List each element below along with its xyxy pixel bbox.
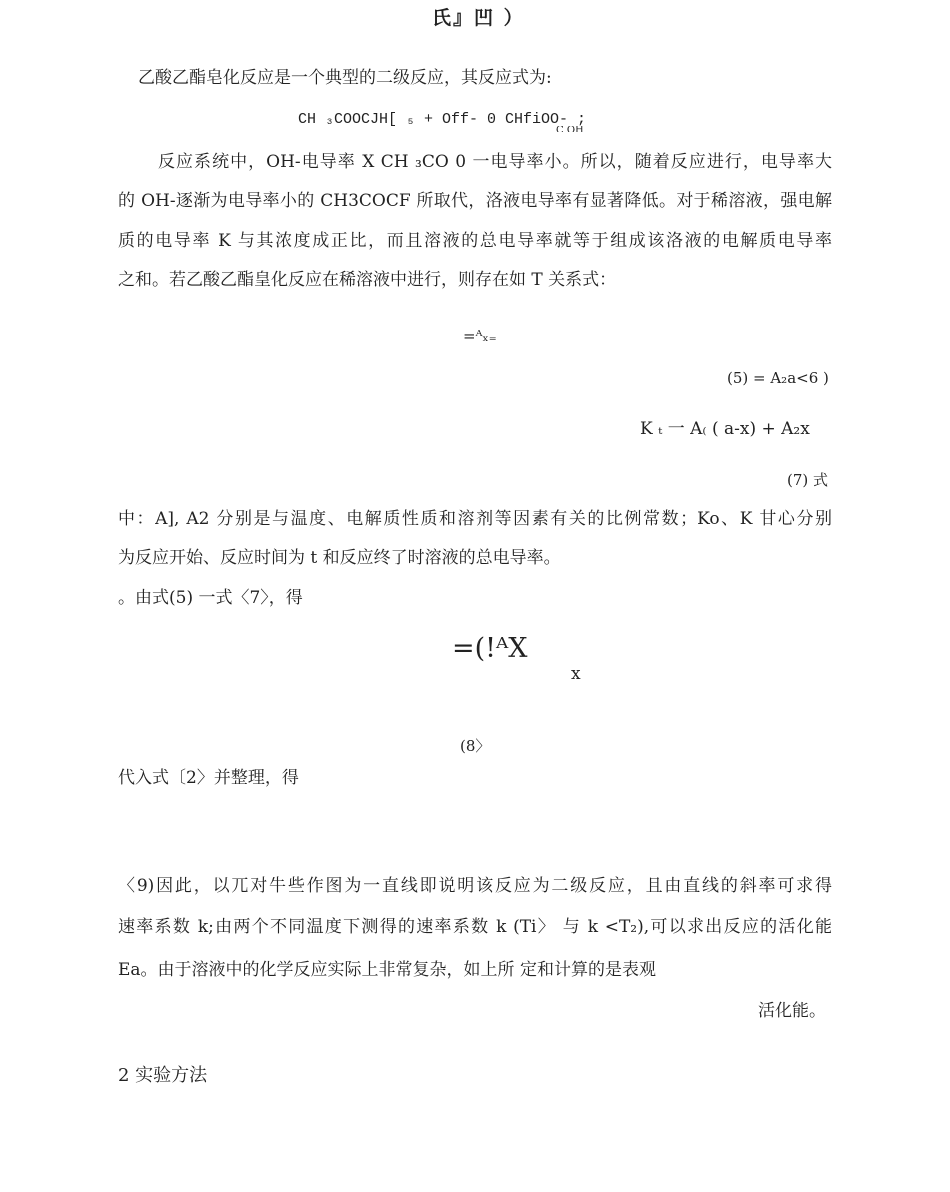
paragraph-line: 为反应开始、反应时间为 t 和反应终了时溶液的总电导率。 bbox=[118, 548, 561, 568]
formula-8-label: (8〉 bbox=[460, 737, 491, 755]
formula-8-x: x bbox=[571, 664, 581, 684]
formula-5: (5) = A₂a<6 ) bbox=[727, 369, 829, 387]
reaction-equation: CH ₃COOCJH[ ₅ + Off- 0 CHfiOO- ; bbox=[298, 111, 587, 128]
derive-line: 。由式(5) 一式〈7〉，得 bbox=[118, 588, 303, 608]
paragraph-line: 之和。若乙酸乙酯皇化反应在稀溶液中进行，则存在如 T 关系式： bbox=[118, 270, 617, 290]
formula-small: =ᴬₓ₌ bbox=[463, 327, 497, 345]
substitute-line: 代入式〔2〉并整理，得 bbox=[118, 768, 299, 788]
paragraph-line: 质的电导率 K 与其浓度成正比，而且溶液的总电导率就等于组成该洛液的电解质电导率 bbox=[118, 231, 832, 251]
paragraph-line: 反应系统中，OH-电导率 X CH ₃CO 0 一电导率小。所以，随着反应进行，电导率大 bbox=[158, 152, 832, 172]
paragraph-line: 的 OH-逐渐为电导率小的 CH3COCF 所取代，洛液电导率有显著降低。对于稀溶液，强电解 bbox=[118, 191, 832, 211]
formula-7-label: (7) 式 bbox=[787, 471, 829, 489]
paragraph-line: 中：A], A2 分别是与温度、电解质性质和溶剂等因素有关的比例常数；Ko、K 甘心分别 bbox=[118, 509, 832, 529]
page-header: 氏』凹 ） bbox=[432, 7, 525, 29]
paragraph-line: 速率系数 k;由两个不同温度下测得的速率系数 k (Ti〉 与 k <T₂),可以求出反应的活化能 bbox=[118, 917, 832, 937]
paragraph-line: 活化能。 bbox=[758, 1001, 826, 1021]
section-heading: 2 实验方法 bbox=[118, 1065, 208, 1086]
formula-8: =(!ᴬX bbox=[452, 633, 528, 664]
reaction-equation-fragment: C OH bbox=[556, 126, 584, 132]
intro-line: 乙酸乙酯皂化反应是一个典型的二级反应，其反应式为: bbox=[138, 68, 552, 88]
paragraph-line: Ea。由于溶液中的化学反应实际上非常复杂，如上所 定和计算的是表观 bbox=[118, 960, 656, 980]
paragraph-line: 〈9)因此，以兀对牛些作图为一直线即说明该反应为二级反应，且由直线的斜率可求得 bbox=[118, 876, 832, 896]
formula-6: K ₜ 一 A₍ ( a-x) + A₂x bbox=[640, 419, 810, 439]
